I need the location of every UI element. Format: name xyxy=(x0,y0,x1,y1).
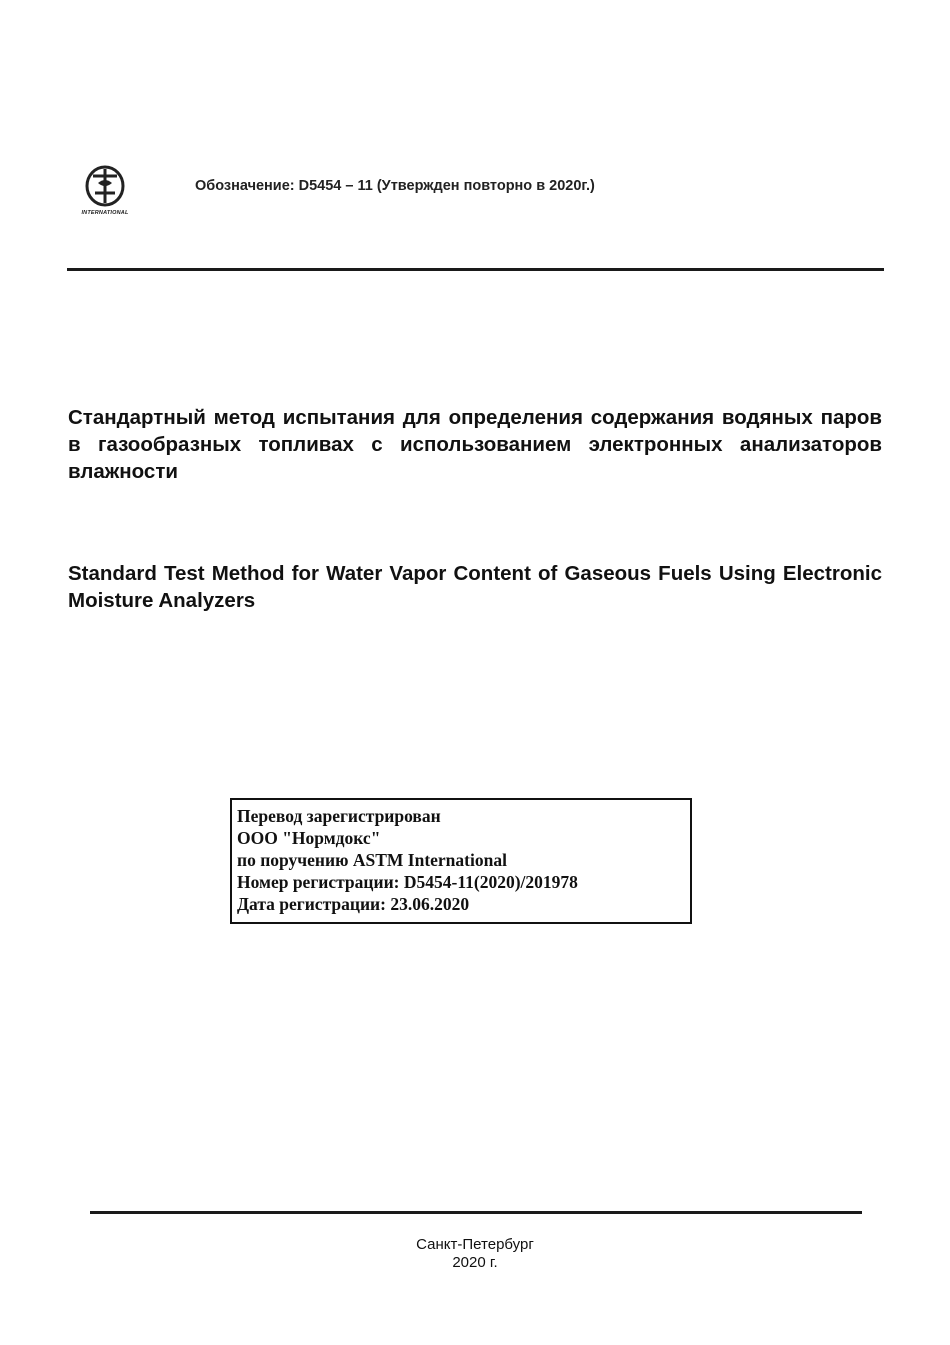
footer-city: Санкт-Петербург xyxy=(416,1236,534,1253)
top-divider xyxy=(67,268,884,271)
bottom-divider xyxy=(90,1211,862,1214)
title-english: Standard Test Method for Water Vapor Content of Gaseous Fuels Using Electronic Moisture Analyzers xyxy=(68,562,882,612)
astm-logo xyxy=(80,163,130,223)
registration-stamp xyxy=(230,798,692,924)
stamp-line-commission: по поручению ASTM International xyxy=(237,850,507,870)
footer xyxy=(0,1236,950,1272)
document-designation: Обозначение: D5454 – 11 (Утвержден повторно в 2020г.) xyxy=(195,178,595,194)
logo-text: INTERNATIONAL xyxy=(81,210,129,216)
title-russian: Стандартный метод испытания для определения содержания водяных паров в газообразных топливах с использованием электронных анализаторов влажности xyxy=(68,406,882,483)
footer-year: 2020 г. xyxy=(452,1254,498,1271)
stamp-line-registration-number: Номер регистрации: D5454-11(2020)/201978 xyxy=(237,872,578,892)
stamp-line-company: ООО "Нормдокс" xyxy=(237,828,381,848)
stamp-line-registered: Перевод зарегистрирован xyxy=(237,806,441,826)
stamp-line-registration-date: Дата регистрации: 23.06.2020 xyxy=(237,894,470,914)
